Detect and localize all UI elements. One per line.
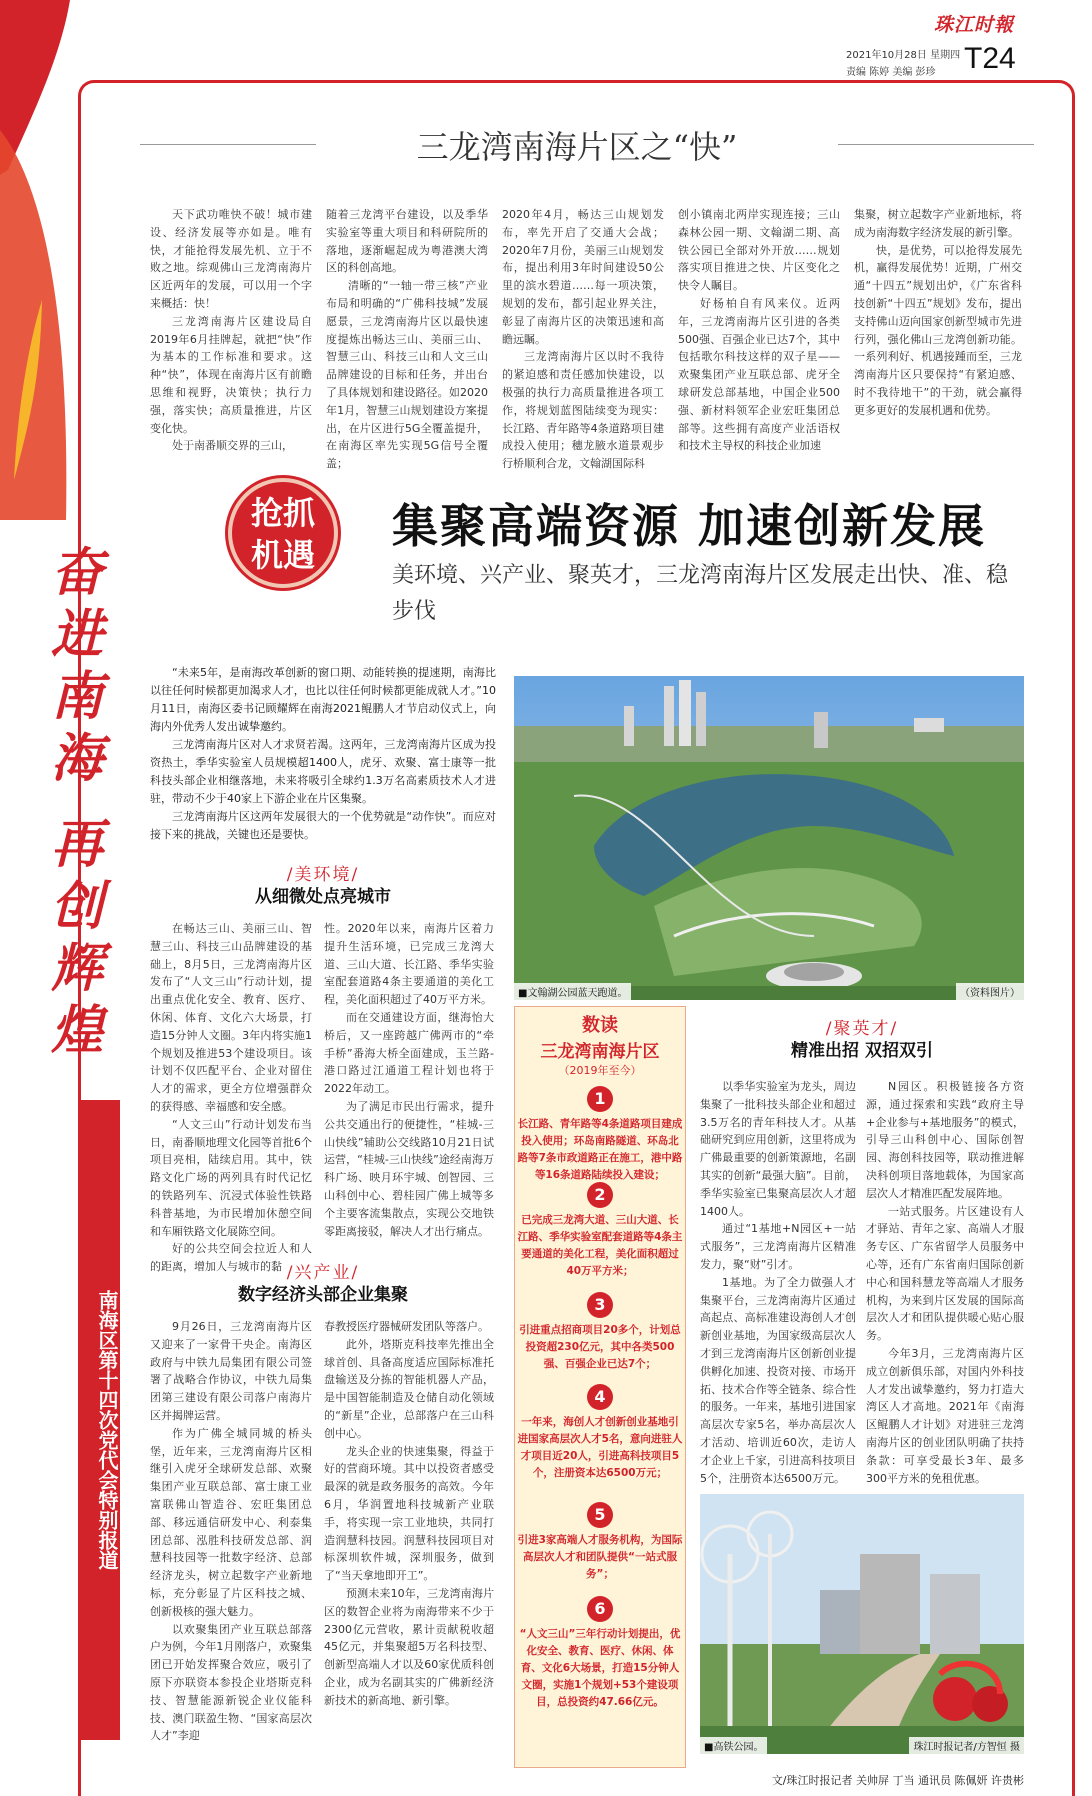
data-item-text: 已完成三龙湾大道、三山大道、长江路、季华实验室配套道路等4条主要通道的美化工程，美化面积超过40万平方米； [517,1214,683,1277]
section-tag-talent: /聚英才/ [825,1019,899,1039]
second-photo [700,1494,1024,1754]
slogan-char: 辉 [50,938,103,999]
talent-column: N园区。积极链接各方资源，通过探索和实践“政府主导+企业参与+基地服务”的模式，引导三山科创中心、国际创智园、海创科技园等，联动推进解决科创项目落地载体，为国家高层次人才精准匹配发展阵地。 一站式服务。片区建设有人才驿站、青年之家、高端人才服务专区、广东省留学人员服务中心等，还有广东省南归国际创新中心和国科慧龙等高端人才服务机构，为来到片区发展的国际高层次人才和团队提供暖心贴心服务。 今年3月，三龙湾南海片区成立创新俱乐部，对国内外科技人才发出诚挚邀约，努力打造大湾区人才高地。2021年《南海区鲲鹏人才计划》对进驻三龙湾南海片区的创业团队明确了扶持条款：可享受最长3年、最多300平方米的免租优惠。 [866,1080,1024,1485]
second-photo-credit: 珠江时报记者/方智恒 摄 [909,1737,1024,1754]
talent-column: 以季华实验室为龙头，周边集聚了一批科技头部企业和超过3.5万名的青年科技人才。从基础研究到应用创新，这里将成为广佛最重要的创新策源地，名副其实的创新“最强大脑”。目前，季华实验室已集聚高层次人才超1400人。 通过“1基地+N园区+一站式服务”，三龙湾南海片区精准发力，聚“财”引才。 1基地。为了全力做强人才集聚平台，三龙湾南海片区通过高起点、高标准建设海创人才创新创业基地，为国家级高层次人才到三龙湾南海片区创新创业提供孵化加速、投资对接、市场开拓、技术合作等全链条、综合性的服务。一年来，基地引进国家高层次专家5名，举办高层次人才活动、培训近60次，走访人才企业上千家，引进高科技项目5个，注册资本达6500万元。 [700,1080,856,1485]
slogan-char: 进 [50,604,103,665]
section-subtitle-talent: 精准出招 双招双引 [791,1041,933,1061]
issue-date: 2021年10月28日 [846,50,927,61]
special-report-band [78,1100,120,1740]
data-item-text: “人文三山”三年行动计划提出，优化安全、教育、医疗、休闲、体育、文化6大场景，打造15分钟人文圈，实施1个规划+53个建设项目，总投资约47.66亿元。 [519,1628,681,1708]
section-subtitle-environment: 从细微处点亮城市 [255,887,391,907]
data-item-number: 5 [587,1502,613,1528]
data-item-text: 引进3家高端人才服务机构，为国际高层次人才和团队提供“一站式服务”； [517,1534,683,1580]
article-byline: 文/珠江时报记者 关帅屏 丁当 通讯员 陈佩妍 许贵彬 [771,1774,1024,1787]
data-item-text: 一年来，海创人才创新创业基地引进国家高层次人才5名，意向进驻人才项目近20人，引进高科技项目5个，注册资本达6500万元； [517,1416,683,1479]
headline-badge [228,478,338,588]
industry-column: 9月26日，三龙湾南海片区又迎来了一家骨干央企。南海区政府与中铁九局集团有限公司签署了战略合作协议，中铁九局集团第三建设有限公司落户南海片区并揭牌运营。 作为广佛全城同城的桥头堡，近年来，三龙湾南海片区相继引入虎牙全球研发总部、欢聚集团产业互联总部、富士康工业富联佛山智造谷、宏旺集团总部、移远通信研发中心、利泰集团总部、泓胜科技研发总部、润慧科技园等一批数字经济、总部经济龙头，树立起数字产业新地标，充分彰显了片区科技之城、创新极核的强大魅力。 以欢聚集团产业互联总部落户为例，今年1月刚落户，欢聚集团已开始发挥聚合效应，吸引了原下亦联资本参投企业塔斯克科技、智慧能源新锐企业仪能科技、澳门联盈生物、“国家高层次人才”李迎 [150,1320,312,1743]
commentary-column: 天下武功唯快不破！城市建设、经济发展等亦如是。唯有快，才能抢得发展先机、立于不败之地。综观佛山三龙湾南海片区近两年的发展，可以用一个字来概括：快！ 三龙湾南海片区建设局自2019年6月挂牌起，就把“快”作为基本的工作标准和要求。这种“快”，体现在南海片区有前瞻思维和视野，决策快；执行力强，落实快；高质量推进，片区变化快。 处于南番顺交界的三山， [150,208,312,453]
issue-weekday: 星期四 [930,50,961,61]
data-item-text: 长江路、青年路等4条道路项目建成投入使用；环岛南路隧道、环岛北路等7条市政道路正在施工，港中路等16条道路陆续投入建设； [517,1118,683,1181]
commentary-rule-top [838,144,1034,145]
data-item [515,1502,685,1596]
data-item [515,1384,685,1502]
data-box [514,1006,686,1768]
section-tag-environment: /美环境/ [286,865,360,885]
data-item-number: 6 [587,1596,613,1622]
commentary-column: 2020年4月，畅达三山规划发布，率先开启了交通大会战；2020年7月份，美丽三山规划发布，提出利用3年时间建设50公里的滨水碧道……每一项决策，规划的发布，都引起业界关注，彰显了南海片区的决策迅速和高瞻远瞩。 三龙湾南海片区以时不我待的紧迫感和责任感加快建设，以极强的执行力高质量推进各项工作，将规划蓝图陆续变为现实：长江路、青年路等4条道路项目建成投入使用；穗龙腋水道景观步行桥顺利合龙，文翰湖国际科 [502,208,664,471]
slogan-char: 再 [50,814,103,875]
environment-column: 性。2020年以来，南海片区着力提升生活环境，已完成三龙湾大道、三山大道、长江路、季华实验室配套道路4条主要通道的美化工程，美化面积超过了40万平方米。 而在交通建设方面，继海怡大桥后，又一座跨越广佛两市的“牵手桥”番海大桥全面建成，玉兰路-港口路过江通道工程计划也将于2022年动工。 为了满足市民出行需求，提升公共交通出行的便捷性，“桂城-三山快线”辅助公交线路10月21日试运营，“桂城-三山快线”途经南海万科广场、映月环宇城、创智园、三山科创中心、碧桂园广佛上城等多个主要客流集散点，实现公交地铁零距离接驳，解决人才出行痛点。 [324,922,494,1238]
environment-column: 在畅达三山、美丽三山、智慧三山、科技三山品牌建设的基础上，8月5日，三龙湾南海片区发布了“人文三山”行动计划，提出重点优化安全、教育、医疗、休闲、体育、文化六大场景，打造15分钟人文圈。3年内将实施1个规划及推进53个建设项目。该计划不仅匹配平台、企业对留住人才的需求，更全方位增强群众的获得感、幸福感和安全感。 “人文三山”行动计划发布当日，南番顺地理文化园等首批6个项目亮相，陆续启用。其中，铁路文化广场的两列具有时代记忆的铁路列车、沉浸式体验性铁路科普基地，为市民增加休憩空间和车厢铁路文化展陈空间。 好的公共空间会拉近人和人的距离，增加人与城市的黏 [150,922,312,1274]
second-photo-caption: ■高铁公园。 [700,1737,767,1754]
data-item-text: 引进重点招商项目20多个，计划总投资超230亿元，其中各类500强、百强企业已达7个； [519,1324,681,1370]
headline-subtitle: 美环境、兴产业、聚英才，三龙湾南海片区发展走出快、准、稳步伐 [392,563,1009,624]
headline-badge-line: 机遇 [250,536,315,574]
slogan-char: 创 [50,876,103,937]
data-item-number: 4 [587,1384,613,1410]
park-aerial-image [514,676,1024,1000]
main-headline: 集聚高端资源 加速创新发展 [392,499,987,553]
data-item [515,1086,685,1182]
banner-slogan [32,542,122,1062]
section-subtitle-industry: 数字经济头部企业集聚 [238,1285,408,1305]
commentary-column: 集聚，树立起数字产业新地标，将成为南海数字经济发展的新引擎。 快，是优势，可以抢得发展先机，赢得发展优势！近期，广州交通“十四五”规划出炉，《广东省科技创新“十四五”规划》发布，提出支持佛山迈向国家创新型城市先进行列，强化佛山三龙湾创新功能。一系列利好、机遇接踵而至，三龙湾南海片区只要保持“有紧迫感、时不我待地干”的干劲，就会赢得更多更好的发展机遇和优势。 [854,208,1022,417]
section-tag-industry: /兴产业/ [286,1263,360,1283]
commentary-column: 创小镇南北两岸实现连接；三山森林公园一期、文翰湖二期、高铁公园已全部对外开放……规划落实项目推进之快、片区变化之快令人瞩目。 好杨柏自有风来仪。近两年，三龙湾南海片区引进的各类500强、百强企业已达7个，其中包括歌尔科技这样的双子星——欢聚集团产业互联总部、虎牙全球研发总部基地，中国企业500强、新材料领军企业宏旺集团总部等。这些拥有高度产业活语权和技术主导权的科技企业加速 [678,208,840,453]
headline-badge-line: 抢抓 [250,494,315,532]
special-report-label: 南海区第十四次党代会特别报道 [95,1290,119,1570]
page-number: T24 [964,42,1016,75]
slogan-char: 奋 [50,542,103,603]
industry-column: 春教授医疗器械研发团队等落户。 此外，塔斯克科技率先推出全球首创、具备高度适应国际标准托盘输送及分拣的智能机器人产品，是中国智能制造及仓储自动化领域的“新星”企业，总部落户在三山科创中心。 龙头企业的快速集聚，得益于好的营商环境。其中以投资者感受最深的就是政务服务的高效。今年6月，华润置地科技城新产业联手，将实现一宗工业地块，共同打造润慧科技园。润慧科技园项目对标深圳软件城，深圳服务，做到了“当天拿地即开工”。 预测未来10年，三龙湾南海片区的数智企业将为南海带来不少于2300亿元营收，累计贡献税收超45亿元，并集聚超5万名科技型、创新型高端人才以及60家优质科创企业，成为名副其实的广佛新经济新技术的新高地、新引擎。 [324,1320,494,1707]
main-photo-credit: （资料图片） [956,983,1024,1000]
commentary-title: 三龙湾南海片区之“快” [416,128,738,166]
high-speed-rail-park-image [700,1494,1024,1754]
slogan-char: 煌 [50,1000,103,1061]
data-item [515,1292,685,1384]
commentary-rule-top [140,144,316,145]
data-item-number: 3 [587,1292,613,1318]
commentary-column: 随着三龙湾平台建设，以及季华实验室等重大项目和科研院所的落地，逐渐崛起成为粤港澳大湾区的科创高地。 清晰的“一轴一带三核”产业布局和明确的“广佛科技城”发展愿景，三龙湾南海片区以最快速度提炼出畅达三山、美丽三山、智慧三山、科技三山和人文三山品牌建设的目标和任务，并出台了具体规划和建设路径。如2020年1月，智慧三山规划建设方案提出，在片区进行5G全覆盖提升，在南海区率先实现5G信号全覆盖； [326,208,488,471]
main-photo [514,676,1024,1000]
data-item [515,1182,685,1292]
page-editors: 责编 陈婷 美编 彭珍 [846,67,936,78]
slogan-char: 海 [50,728,103,789]
lead-paragraphs: “未来5年，是南海改革创新的窗口期、动能转换的提速期，南海比以往任何时候都更加渴求人才，也比以往任何时候都更能成就人才。”10月11日，南海区委书记顾耀辉在南海2021鲲鹏人才节启动仪式上，向海内外优秀人发出诚挚邀约。 三龙湾南海片区对人才求贤若渴。这两年，三龙湾南海片区成为投资热土，季华实验室人员规模超1400人，虎牙、欢聚、富士康等一批科技头部企业相继落地，未来将吸引全球约1.3万名高素质技术人才进驻，带动不少于40家上下游企业在片区集聚。 三龙湾南海片区这两年发展很大的一个优势就是“动作快”。而应对接下来的挑战，关键也还是要快。 [150,666,496,841]
data-box-period: （2019年至今） [558,1064,642,1077]
data-box-title: 数读 [582,1015,618,1036]
data-item-number: 1 [587,1086,613,1112]
data-box-subtitle: 三龙湾南海片区 [540,1042,660,1062]
newspaper-logo: 珠江时報 [934,14,1015,36]
data-item [515,1596,685,1711]
slogan-char: 南 [50,666,103,727]
main-photo-caption: ■文翰湖公园蓝天跑道。 [514,983,631,1000]
data-item-number: 2 [587,1182,613,1208]
